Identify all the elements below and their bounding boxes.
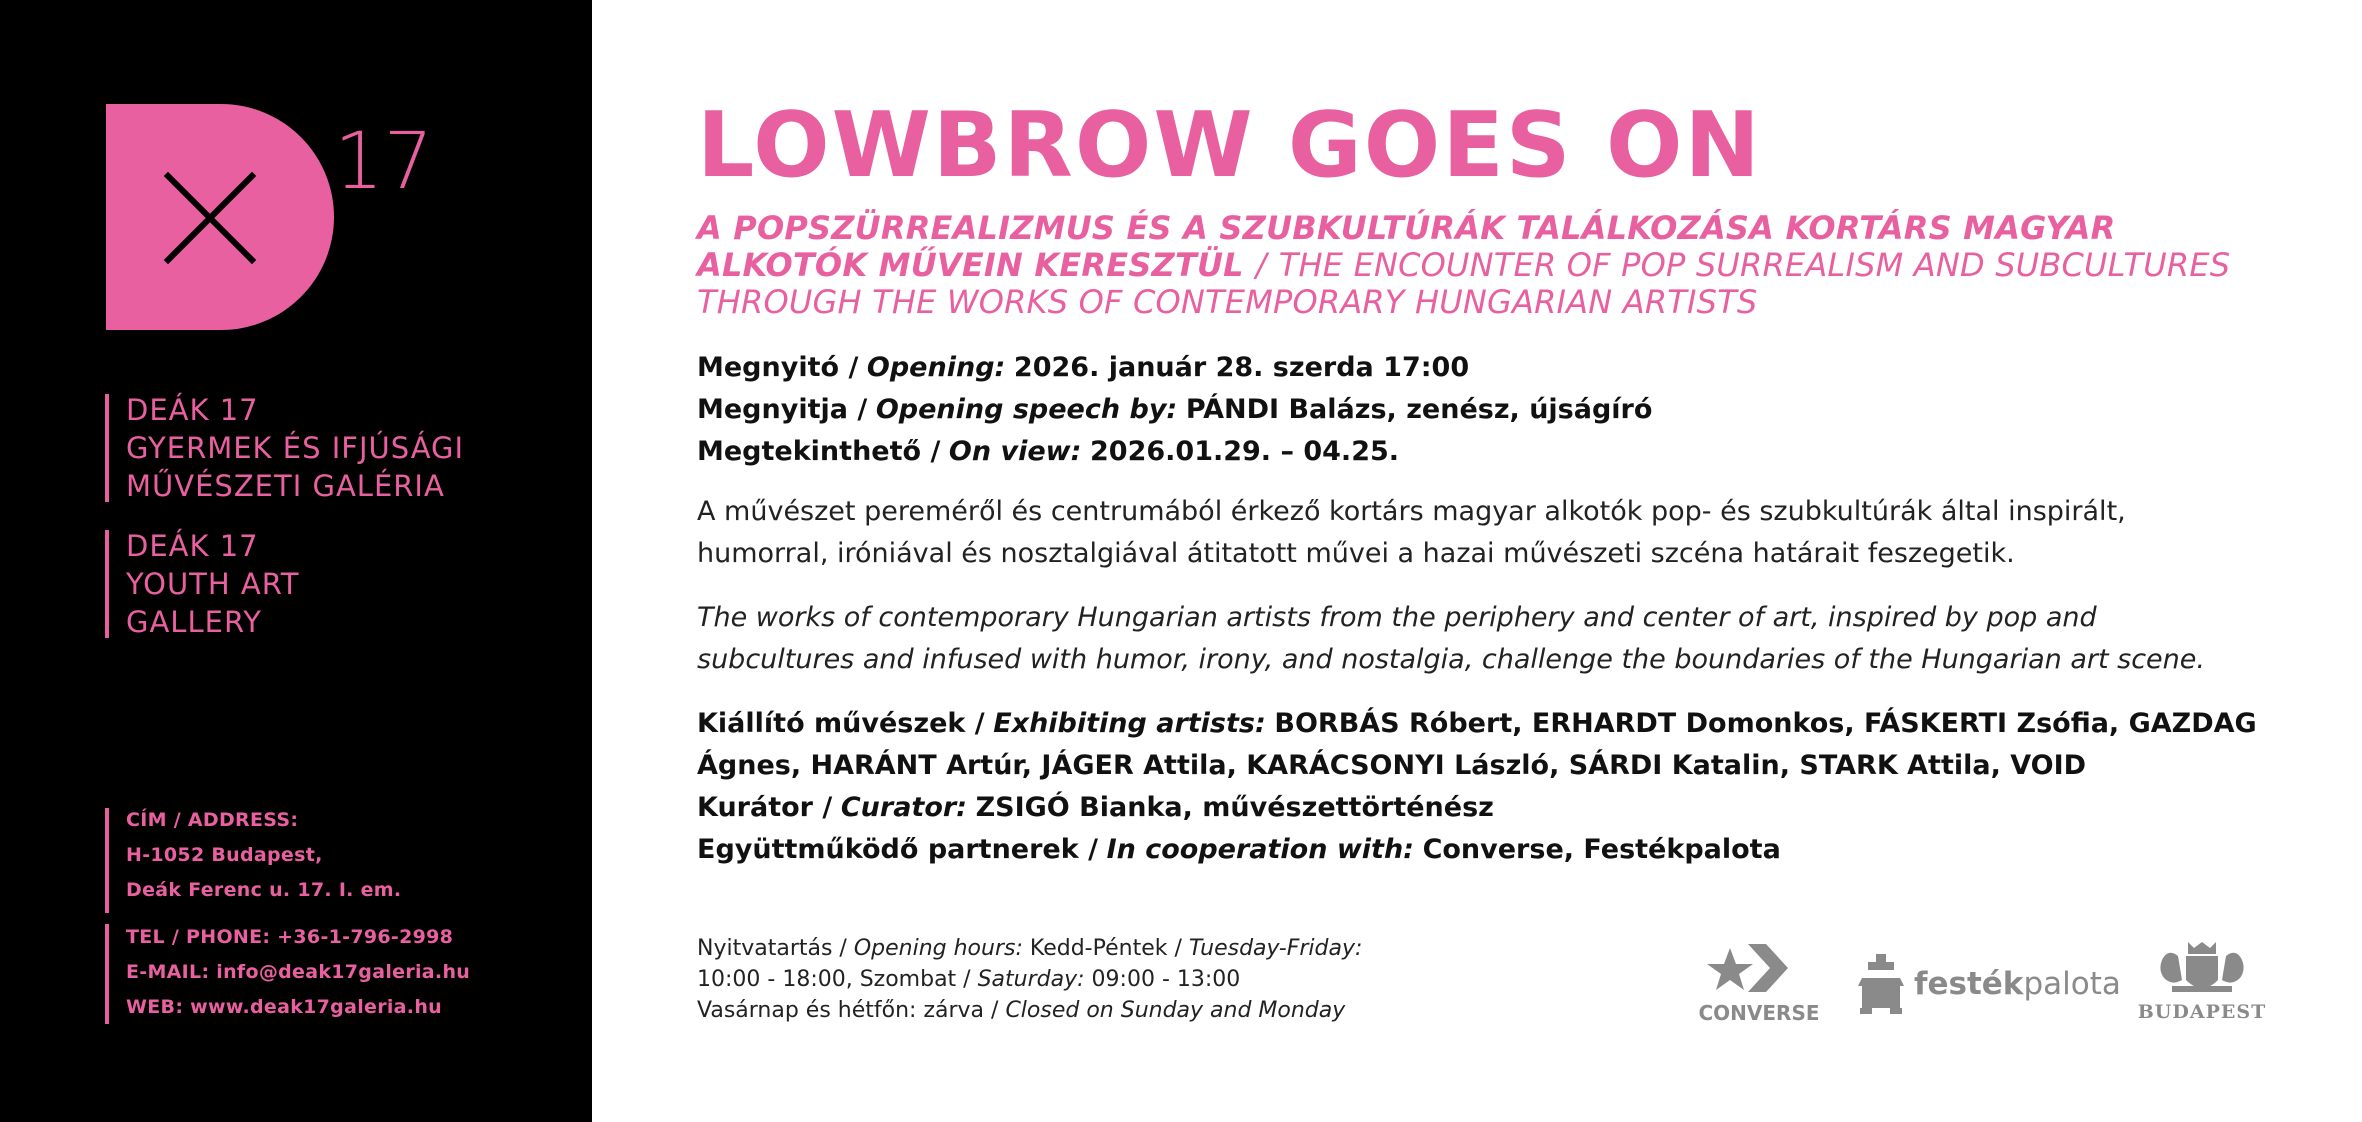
contact-bar	[105, 924, 109, 1024]
email-link[interactable]: E-MAIL: info@deak17galeria.hu	[126, 961, 471, 983]
hours-label-hu: Nyitvatartás /	[697, 936, 847, 961]
saturday-en: Saturday:	[977, 967, 1085, 992]
gallery-en-line: GALLERY	[126, 605, 262, 639]
on-view-row	[697, 431, 2297, 473]
curator-label-en: Curator:	[840, 792, 967, 823]
description-hu: A művészet pereméről és centrumából érkező kortárs magyar alkotók pop- és szubkultúrák által inspirált, humorral, iróniával és nosztalgiával átitatott művei a hazai művészeti szcéna határait feszegetik.	[697, 496, 2126, 569]
opening-row	[697, 347, 2297, 389]
opening-label-en: Opening:	[866, 352, 1006, 383]
speech-row	[697, 389, 2297, 431]
converse-wordmark: CONVERSE	[1698, 1001, 1820, 1025]
speech-label-en: Opening speech by:	[875, 394, 1178, 425]
gallery-hu-bar	[105, 394, 109, 502]
festekpalota-logo	[1858, 952, 2121, 1016]
gallery-name-en	[126, 527, 300, 641]
festek-text: festék	[1914, 966, 2024, 1002]
address-line: Deák Ferenc u. 17. I. em.	[126, 879, 402, 901]
budapest-logo	[2132, 940, 2272, 1024]
artists-row	[697, 703, 2257, 787]
gallery-hu-line: GYERMEK ÉS IFJÚSÁGI	[126, 431, 465, 465]
hours-line-3	[697, 995, 1362, 1026]
closed-en: Closed on Sunday and Monday	[1005, 998, 1346, 1023]
description-en: The works of contemporary Hungarian artists from the periphery and center of art, inspired by pop and subcultures and infused with humor, irony, and nostalgia, challenge the boundaries of the Hungarian art scene.	[697, 602, 2205, 675]
artists-value: BORBÁS Róbert, ERHARDT Domonkos, FÁSKERTI Zsófia, GAZDAG Ágnes, HARÁNT Artúr, JÁGER Attila, KARÁCSONYI László, SÁRDI Katalin, STARK Attila, VOID	[697, 708, 2257, 781]
hours-line-2	[697, 964, 1362, 995]
gallery-en-line: YOUTH ART	[126, 567, 300, 601]
left-panel	[0, 0, 592, 1122]
saturday-time: 09:00 - 13:00	[1091, 967, 1241, 992]
gallery-en-bar	[105, 530, 109, 638]
festekpalota-wordmark	[1914, 966, 2121, 1002]
subtitle-separator: /	[1255, 246, 1267, 284]
logo-number: 17	[334, 117, 434, 207]
speech-value: PÁNDI Balázs, zenész, újságíró	[1185, 394, 1653, 425]
address-line: H-1052 Budapest,	[126, 844, 323, 866]
on-view-value: 2026.01.29. – 04.25.	[1090, 436, 1400, 467]
subtitle-hu: A POPSZÜRREALIZMUS ÉS A SZUBKULTÚRÁK TALÁLKOZÁSA KORTÁRS MAGYAR ALKOTÓK MŰVEIN KERESZTÜL	[697, 209, 2116, 284]
partners-row	[697, 829, 2257, 871]
converse-star-chevron-icon	[1707, 944, 1788, 992]
artists-label-hu: Kiállító művészek /	[697, 708, 985, 739]
budapest-coat-of-arms-icon	[2160, 942, 2243, 992]
artists-label-en: Exhibiting artists:	[993, 708, 1266, 739]
curator-label-hu: Kurátor /	[697, 792, 833, 823]
partners-label-hu: Együttműködő partnerek /	[697, 834, 1098, 865]
closed-hu: Vasárnap és hétfőn: zárva /	[697, 998, 999, 1023]
credits	[697, 703, 2257, 871]
partners-label-en: In cooperation with:	[1106, 834, 1414, 865]
address-label: CÍM / ADDRESS:	[126, 809, 299, 831]
d-shape	[106, 104, 334, 330]
subtitle-en: THE ENCOUNTER OF POP SURREALISM AND SUBCULTURES THROUGH THE WORKS OF CONTEMPORARY HUNGARIAN ARTISTS	[697, 246, 2231, 321]
weekday-time: 10:00 - 18:00, Szombat /	[697, 967, 971, 992]
curator-value: ZSIGÓ Bianka, művészettörténész	[975, 792, 1494, 823]
converse-logo	[1696, 942, 1822, 1024]
gallery-hu-line: DEÁK 17	[126, 393, 259, 427]
weekdays-en: Tuesday-Friday:	[1188, 936, 1363, 961]
web-link[interactable]: WEB: www.deak17galeria.hu	[126, 996, 442, 1018]
d17-logo	[106, 104, 436, 330]
address-bar	[105, 808, 109, 913]
opening-value: 2026. január 28. szerda 17:00	[1013, 352, 1470, 383]
gallery-en-line: DEÁK 17	[126, 529, 259, 563]
gallery-hu-line: MŰVÉSZETI GALÉRIA	[126, 469, 445, 503]
speech-label-hu: Megnyitja /	[697, 394, 868, 425]
gallery-name-hu	[126, 391, 464, 505]
opening-hours	[697, 933, 1362, 1026]
palota-text: palota	[2023, 966, 2121, 1002]
phone-text: TEL / PHONE: +36-1-796-2998	[126, 926, 454, 948]
hours-label-en: Opening hours:	[853, 936, 1023, 961]
partners-value: Converse, Festékpalota	[1422, 834, 1781, 865]
hours-line-1	[697, 933, 1362, 964]
exhibition-subtitle	[697, 210, 2287, 321]
address-block	[126, 803, 401, 908]
main-content	[697, 93, 2297, 871]
on-view-label-hu: Megtekinthető /	[697, 436, 941, 467]
curator-row	[697, 787, 2257, 829]
contact-block	[126, 920, 470, 1025]
on-view-label-en: On view:	[948, 436, 1082, 467]
weekdays-hu: Kedd-Péntek /	[1029, 936, 1182, 961]
budapest-wordmark: BUDAPEST	[2137, 1001, 2267, 1023]
paint-can-icon	[1858, 954, 1904, 1014]
exhibition-title: LOWBROW GOES ON	[697, 93, 1762, 198]
opening-label-hu: Megnyitó /	[697, 352, 859, 383]
event-details	[697, 347, 2297, 473]
